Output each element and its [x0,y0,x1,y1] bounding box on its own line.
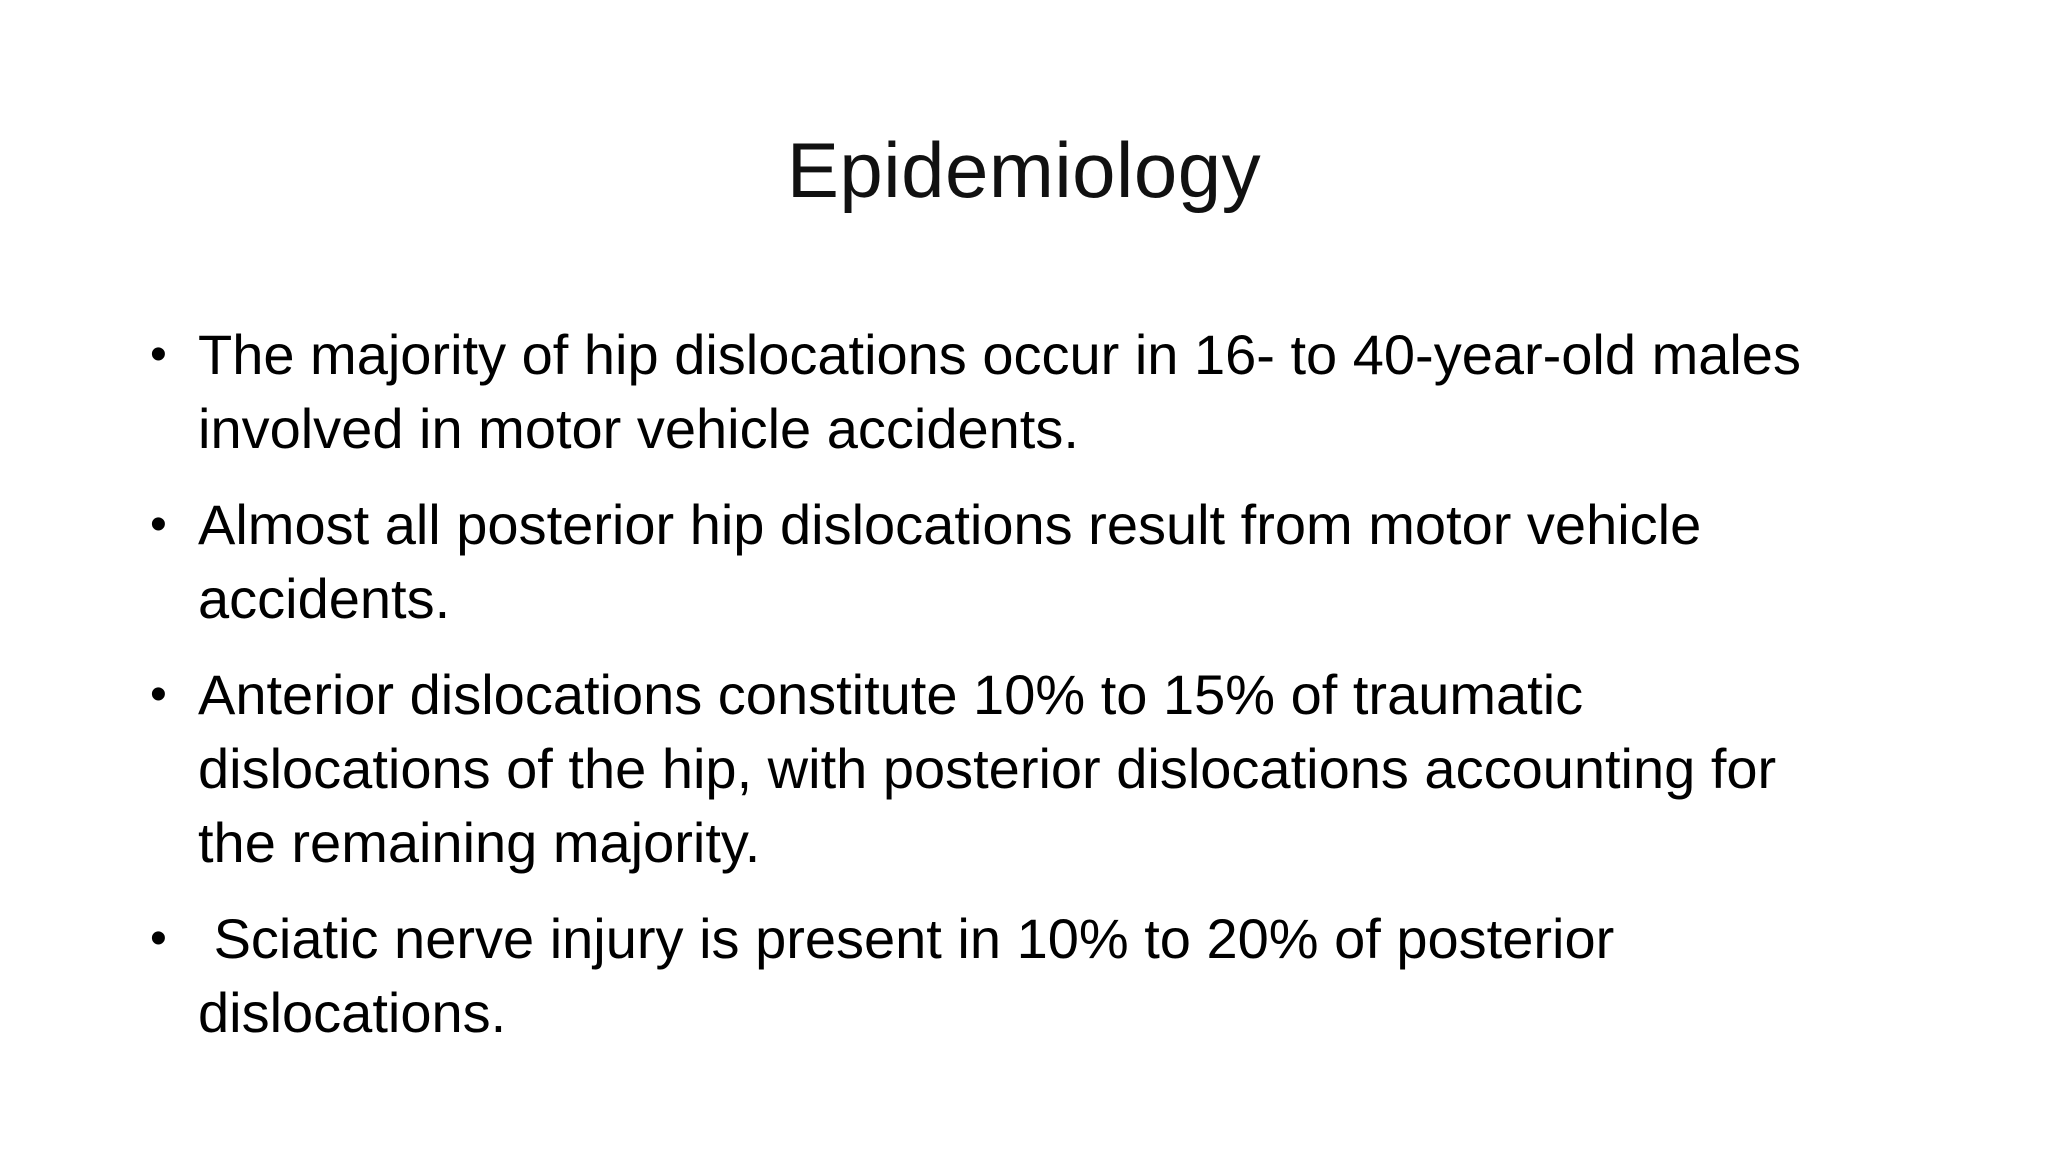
bullet-item [150,902,1850,1050]
bullet-text: The majority of hip dislocations occur in 16- to 40-year-old males involved in motor vehicle accidents. [198,323,1801,460]
bullet-text: Sciatic nerve injury is present in 10% to 20% of posterior dislocations. [198,907,1630,1044]
bullet-item [150,658,1850,880]
bullet-icon: • [150,668,167,721]
bullet-item [150,318,1850,466]
bullet-list [150,318,1850,1072]
bullet-text: Almost all posterior hip dislocations result from motor vehicle accidents. [198,493,1702,630]
bullet-icon: • [150,328,167,381]
slide-title: Epidemiology [786,126,1262,214]
bullet-icon: • [150,498,167,551]
bullet-icon: • [150,912,167,965]
bullet-item [150,488,1850,636]
bullet-text: Anterior dislocations constitute 10% to 15% of traumatic dislocations of the hip, with posterior dislocations accounting for the remaining majority. [198,663,1777,874]
